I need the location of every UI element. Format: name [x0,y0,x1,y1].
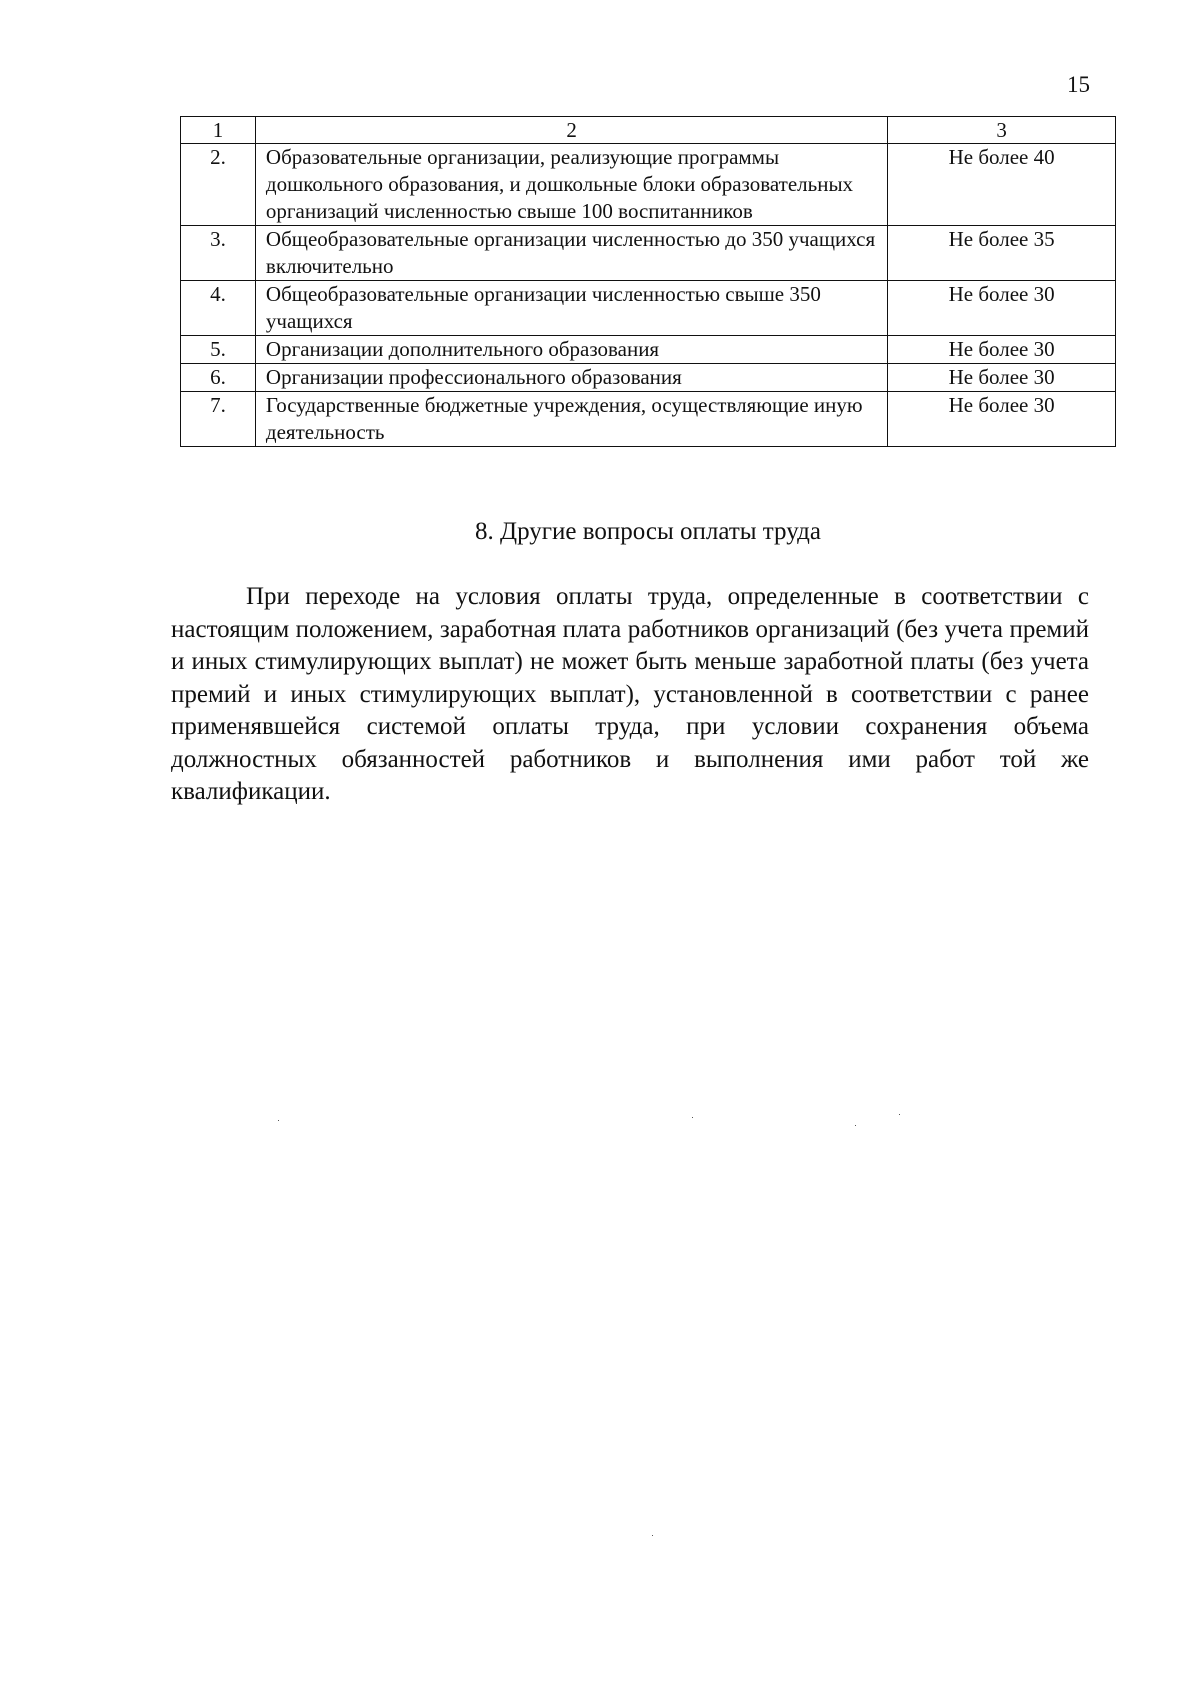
organization-type: Организации профессионального образования [255,364,887,392]
row-number: 7. [181,392,256,447]
scan-speck [278,1120,279,1121]
organization-type: Организации дополнительного образования [255,336,887,364]
organization-type: Общеобразовательные организации численностью свыше 350 учащихся [255,281,887,336]
row-number: 4. [181,281,256,336]
row-number: 6. [181,364,256,392]
row-number: 3. [181,226,256,281]
page-number: 15 [1067,72,1090,97]
scan-speck [692,1117,693,1118]
row-number: 5. [181,336,256,364]
scan-speck [652,1535,653,1536]
section-title: 8. Другие вопросы оплаты труда [475,518,821,545]
header-cell-1: 1 [181,117,256,144]
header-cell-3: 3 [888,117,1116,144]
limit-value: Не более 30 [888,392,1116,447]
table-row [181,336,1116,364]
limit-value: Не более 30 [888,336,1116,364]
table-row [181,392,1116,447]
organization-type: Государственные бюджетные учреждения, осуществляющие иную деятельность [255,392,887,447]
table-header-row [181,117,1116,144]
organization-type: Общеобразовательные организации численностью до 350 учащихся включительно [255,226,887,281]
organization-type: Образовательные организации, реализующие программы дошкольного образования, и дошкольные блоки образовательных организаций численностью свыше 100 воспитанников [255,144,887,226]
limit-value: Не более 40 [888,144,1116,226]
row-number: 2. [181,144,256,226]
rates-table [180,116,1116,447]
scan-speck [899,1114,900,1115]
section-paragraph: При переходе на условия оплаты труда, определенные в соответствии с настоящим положением, заработная плата работников организаций (без учета премий и иных стимулирующих выплат) не может быть меньше заработной платы (без учета премий и иных стимулирующих выплат), установленной в соответствии с ранее применявшейся системой оплаты труда, при условии сохранения объема должностных обязанностей работников и выполнения ими работ той же квалификации. [171,583,1089,805]
limit-value: Не более 35 [888,226,1116,281]
limit-value: Не более 30 [888,281,1116,336]
table-row [181,226,1116,281]
limit-value: Не более 30 [888,364,1116,392]
table-row [181,364,1116,392]
header-cell-2: 2 [255,117,887,144]
scan-speck [855,1125,856,1126]
table-row [181,144,1116,226]
table-row [181,281,1116,336]
